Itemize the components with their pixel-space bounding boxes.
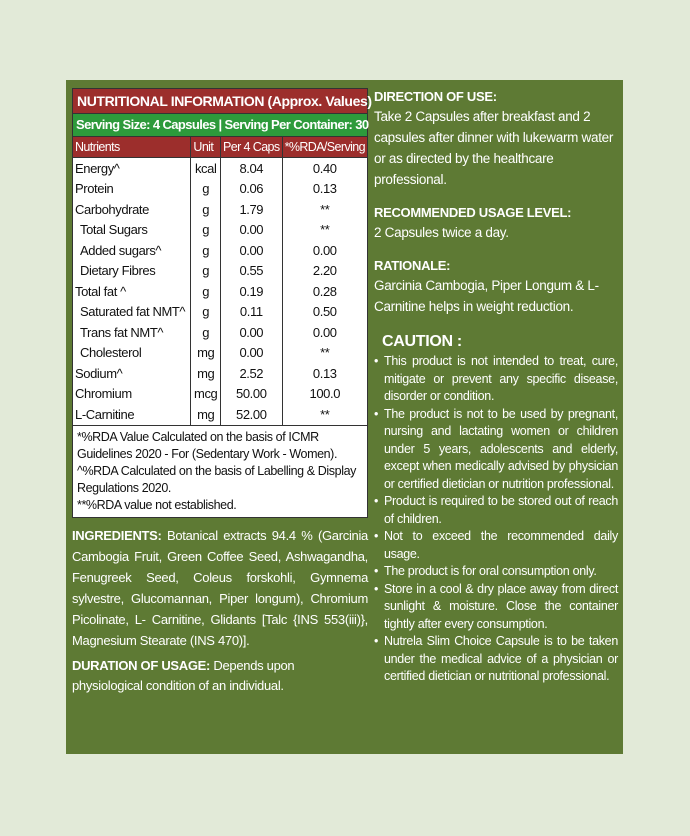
table-row [73, 343, 367, 364]
nutrient-unit: mcg [191, 384, 221, 405]
nutrient-rda: 0.00 [312, 324, 337, 340]
table-row [73, 384, 367, 405]
nutrient-unit: g [191, 302, 221, 323]
nutrient-per-4-caps: 8.04 [221, 158, 283, 179]
nutrient-per-4-caps: 52.00 [221, 404, 283, 425]
table-row [73, 404, 367, 425]
header-per-4-caps: Per 4 Caps [221, 137, 283, 158]
caution-item: • Not to exceed the recommended daily usage. [374, 528, 618, 563]
nutrient-rda: ** [320, 406, 330, 422]
footnote-icmr: *%RDA Value Calculated on the basis of ICMR Guidelines 2020 - For (Sedentary Work - Women). [77, 429, 338, 461]
label-panel [66, 80, 623, 754]
table-row [73, 240, 367, 261]
nutrient-per-4-caps: 1.79 [221, 199, 283, 220]
table-row [73, 322, 367, 343]
nutrient-rda: 0.50 [312, 304, 337, 320]
header-unit: Unit [191, 137, 221, 158]
nutrient-per-4-caps: 0.11 [221, 302, 283, 323]
nutrient-rda: ** [320, 345, 330, 361]
nutrient-name: Sodium^ [73, 363, 191, 384]
nutrient-rda: 0.40 [312, 160, 337, 176]
nutrient-name: Dietary Fibres [73, 261, 191, 282]
nutrient-per-4-caps: 2.52 [221, 363, 283, 384]
header-rda: *%RDA/Serving [282, 137, 367, 158]
nutrient-per-4-caps: 0.00 [221, 322, 283, 343]
nutrition-table-box [72, 88, 372, 518]
nutrient-name: Cholesterol [73, 343, 191, 364]
nutrient-name: Protein [73, 179, 191, 200]
serving-info: Serving Size: 4 Capsules | Serving Per Container: 30 [73, 114, 367, 137]
table-row [73, 261, 367, 282]
table-row [73, 302, 367, 323]
direction-text: Take 2 Capsules after breakfast and 2 capsules after dinner with lukewarm water or as directed by the healthcare professional. [374, 109, 614, 187]
nutrient-unit: mg [191, 343, 221, 364]
nutrition-table [73, 137, 367, 425]
nutrient-name: Total Sugars [73, 220, 191, 241]
nutrient-rda: 100.0 [309, 386, 341, 402]
nutrient-rda: ** [320, 201, 330, 217]
caution-list [374, 353, 618, 686]
usage-heading: RECOMMENDED USAGE LEVEL: [374, 205, 572, 220]
nutrient-name: Saturated fat NMT^ [73, 302, 191, 323]
nutrient-unit: g [191, 322, 221, 343]
nutrient-rda: 0.28 [312, 283, 337, 299]
nutrient-name: Carbohydrate [73, 199, 191, 220]
nutrient-unit: g [191, 261, 221, 282]
nutrition-title: NUTRITIONAL INFORMATION (Approx. Values) [73, 89, 367, 114]
table-row [73, 199, 367, 220]
rationale-heading: RATIONALE: [374, 258, 451, 273]
nutrient-per-4-caps: 0.00 [221, 343, 283, 364]
rda-footnotes [73, 425, 367, 517]
caution-item: • Product is required to be stored out of reach of children. [374, 493, 618, 528]
table-row [73, 179, 367, 200]
nutrient-unit: g [191, 199, 221, 220]
duration-text: Depends upon physiological condition of an individual. [72, 657, 295, 693]
table-header-row [73, 137, 367, 158]
nutrient-name: Trans fat NMT^ [73, 322, 191, 343]
nutrient-name: L-Carnitine [73, 404, 191, 425]
nutrient-rda: 0.13 [312, 181, 337, 197]
caution-item: • This product is not intended to treat, cure, mitigate or prevent any specific disease, disorder or condition. [374, 353, 618, 406]
nutrient-name: Chromium [73, 384, 191, 405]
caution-item: • Store in a cool & dry place away from direct sunlight & moisture. Close the container tightly after every consumption. [374, 581, 618, 634]
nutrient-name: Total fat ^ [73, 281, 191, 302]
ingredients-section [72, 525, 368, 651]
nutrient-per-4-caps: 50.00 [221, 384, 283, 405]
nutrient-per-4-caps: 0.00 [221, 240, 283, 261]
nutrient-unit: g [191, 281, 221, 302]
caution-item: • Nutrela Slim Choice Capsule is to be taken under the medical advice of a physician or certified dietician or nutritional professional. [374, 633, 618, 686]
nutrient-unit: g [191, 240, 221, 261]
nutrient-unit: mg [191, 363, 221, 384]
table-row [73, 158, 367, 179]
nutrient-rda: 2.20 [312, 263, 337, 279]
table-row [73, 220, 367, 241]
nutrient-name: Added sugars^ [73, 240, 191, 261]
footnote-not-established: **%RDA value not established. [77, 497, 237, 512]
nutrient-rda: 0.13 [312, 365, 337, 381]
right-column [374, 88, 618, 686]
duration-section [72, 656, 368, 696]
nutrient-rda: 0.00 [312, 242, 337, 258]
footnote-labelling: ^%RDA Calculated on the basis of Labelling & Display Regulations 2020. [77, 463, 356, 495]
nutrient-per-4-caps: 0.55 [221, 261, 283, 282]
caution-item: • The product is for oral consumption only. [374, 563, 618, 581]
rationale-text: Garcinia Cambogia, Piper Longum & L-Carnitine helps in weight reduction. [374, 278, 599, 314]
nutrient-per-4-caps: 0.00 [221, 220, 283, 241]
header-nutrients: Nutrients [73, 137, 191, 158]
caution-item: • The product is not to be used by pregnant, nursing and lactating women or children under 5 years, adolescents and elderly, except when medically advised by physician or certified dietician or nutrition professional. [374, 406, 618, 494]
direction-heading: DIRECTION OF USE: [374, 89, 497, 104]
duration-label: DURATION OF USAGE: [72, 657, 211, 673]
nutrient-per-4-caps: 0.06 [221, 179, 283, 200]
nutrient-unit: g [191, 179, 221, 200]
table-row [73, 363, 367, 384]
nutrient-rda: ** [320, 222, 330, 238]
table-row [73, 281, 367, 302]
caution-title: CAUTION : [382, 333, 462, 350]
nutrient-unit: mg [191, 404, 221, 425]
usage-text: 2 Capsules twice a day. [374, 225, 509, 240]
ingredients-label: INGREDIENTS: [72, 527, 162, 543]
nutrient-name: Energy^ [73, 158, 191, 179]
nutrient-per-4-caps: 0.19 [221, 281, 283, 302]
nutrient-unit: kcal [191, 158, 221, 179]
nutrient-unit: g [191, 220, 221, 241]
nutrition-rows [73, 158, 367, 425]
left-column [72, 88, 372, 696]
ingredients-text: Botanical extracts 94.4 % (Garcinia Cambogia Fruit, Green Coffee Seed, Ashwagandha, Fenugreek Seed, Coleus forskohli, Gymnema sylvestre, Glucomannan, Piper longum), Chromium Picolinate, L- Carnitine, Glidants [Talc {INS 553(iii)}, Magnesium Stearate (INS 470)]. [72, 527, 368, 648]
